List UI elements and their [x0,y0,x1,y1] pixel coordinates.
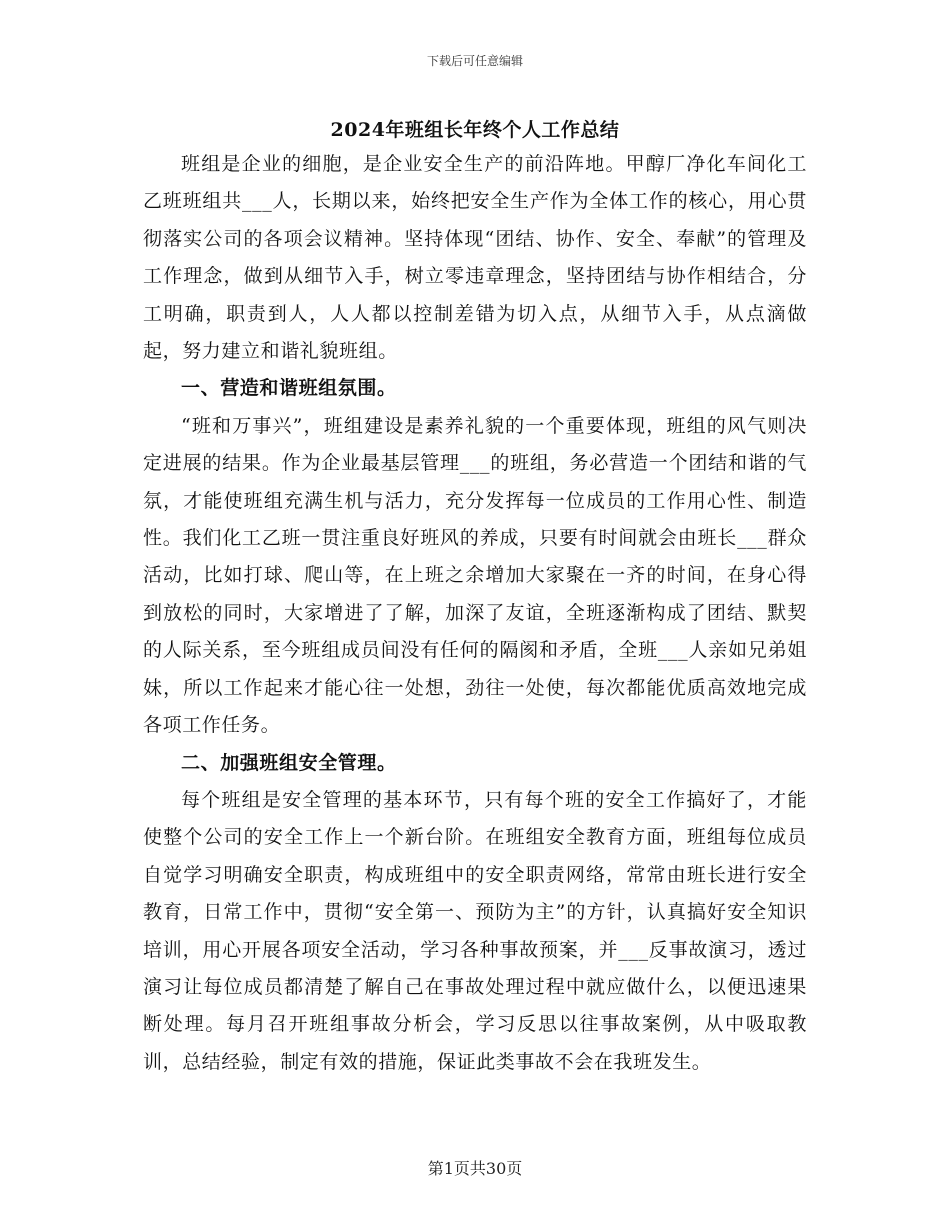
section-body-2: 每个班组是安全管理的基本环节，只有每个班的安全工作搞好了，才能使整个公司的安全工作上一个新台阶。在班组安全教育方面，班组每位成员自觉学习明确安全职责，构成班组中的安全职责网络，常常由班长进行安全教育，日常工作中，贯彻“安全第一、预防为主”的方针，认真搞好安全知识培训，用心开展各项安全活动，学习各种事故预案，并___反事故演习，透过演习让每位成员都清楚了解自己在事故处理过程中就应做什么，以便迅速果断处理。每月召开班组事故分析会，学习反思以往事故案例，从中吸取教训，总结经验，制定有效的措施，保证此类事故不会在我班发生。 [143,788,807,1073]
document-body [143,146,807,1081]
section-body-1: “班和万事兴”，班组建设是素养礼貌的一个重要体现，班组的风气则决定进展的结果。作为企业最基层管理___的班组，务必营造一个团结和谐的气氛，才能使班组充满生机与活力，充分发挥每一位成员的工作用心性、制造性。我们化工乙班一贯注重良好班风的养成，只要有时间就会由班长___群众活动，比如打球、爬山等，在上班之余增加大家聚在一齐的时间，在身心得到放松的同时，大家增进了了解，加深了友谊，全班逐渐构成了团结、默契的人际关系，至今班组成员间没有任何的隔阂和矛盾，全班___人亲如兄弟姐妹，所以工作起来才能心往一处想，劲往一处使，每次都能优质高效地完成各项工作任务。 [143,414,807,737]
page-header-note: 下载后可任意编辑 [426,54,523,68]
section-heading-2: 二、加强班组安全管理。 [181,751,397,774]
document-title: 2024年班组长年终个人工作总结 [330,119,620,141]
intro-paragraph: 班组是企业的细胞，是企业安全生产的前沿阵地。甲醇厂净化车间化工乙班班组共___人，长期以来，始终把安全生产作为全体工作的核心，用心贯彻落实公司的各项会议精神。坚持体现“团结、协作、安全、奉献”的管理及工作理念，做到从细节入手，树立零违章理念，坚持团结与协作相结合，分工明确，职责到人，人人都以控制差错为切入点，从细节入手，从点滴做起，努力建立和谐礼貌班组。 [143,153,807,363]
page-number: 第1页共30页 [427,1159,523,1178]
section-heading-1: 一、营造和谐班组氛围。 [181,377,397,400]
